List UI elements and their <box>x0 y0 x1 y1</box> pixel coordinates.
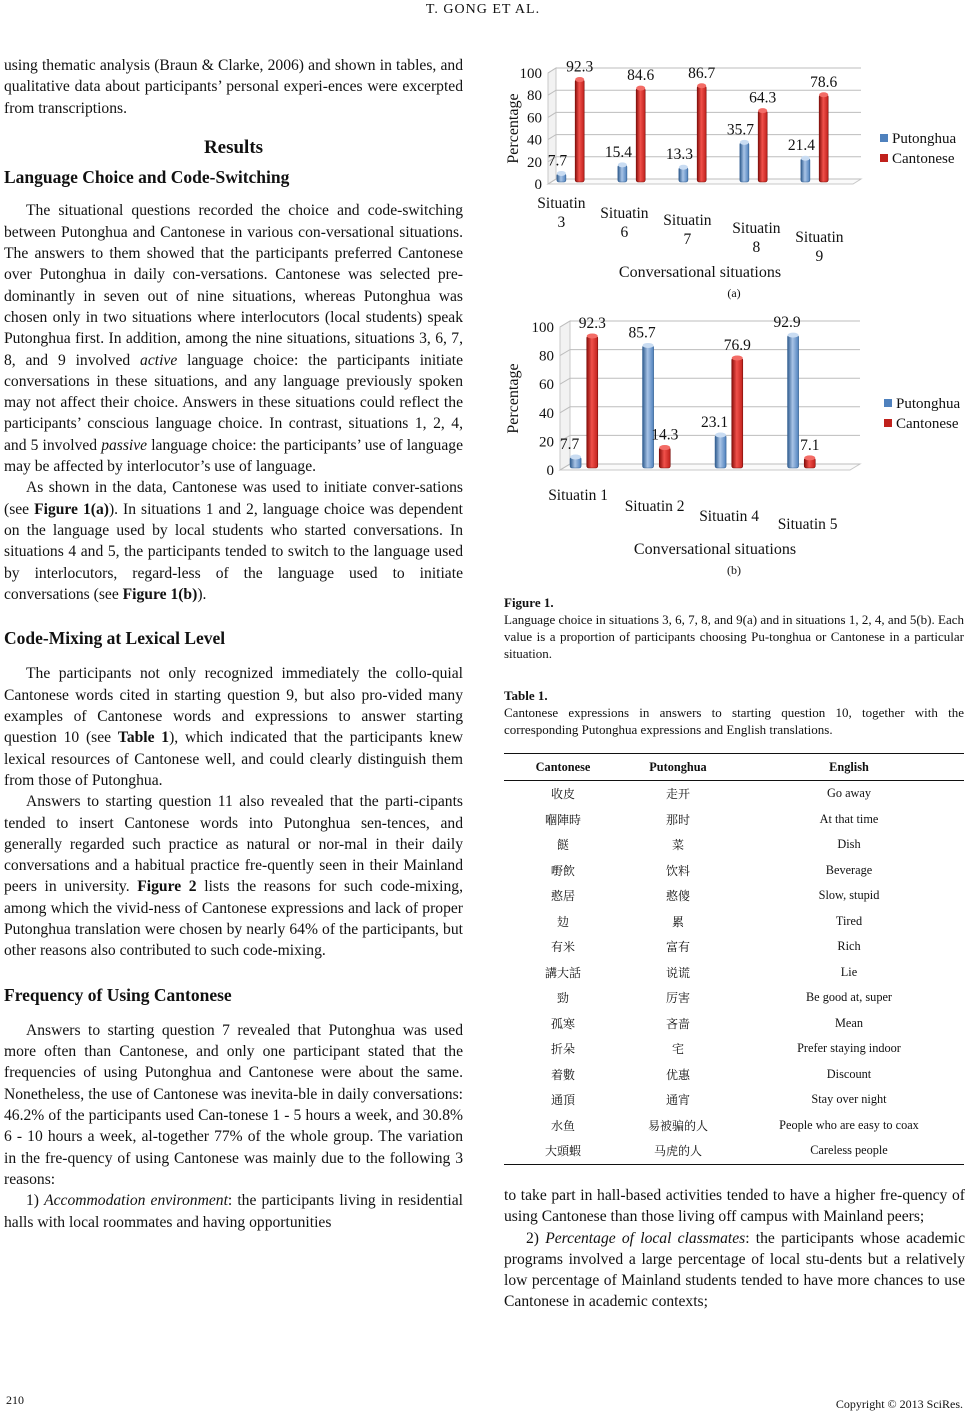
bar-cap <box>758 108 767 113</box>
table-row <box>504 1036 964 1062</box>
table-1-caption-title: Table 1. <box>504 688 548 703</box>
bar-cap <box>788 333 799 338</box>
copyright: Copyright © 2013 SciRes. <box>835 1397 963 1411</box>
cell-putonghua: 累 <box>671 914 684 929</box>
x-tick-label: Situatin <box>537 195 586 212</box>
cell-cantonese: 嘢飲 <box>550 863 575 878</box>
cell-cantonese: 攰 <box>556 914 569 929</box>
figure-1-caption-title: Figure 1. <box>504 595 554 610</box>
x-tick-label: 7 <box>683 231 692 248</box>
figure-1a-ref[interactable]: Figure 1(a) <box>34 500 109 518</box>
cell-putonghua: 饮料 <box>665 863 690 878</box>
cell-english: People who are easy to coax <box>779 1117 919 1132</box>
data-label: 64.3 <box>749 89 777 107</box>
legend-label-cantonese: Cantonese <box>892 151 955 167</box>
paragraph-local-classmates: 2) Percentage of local classmates: the participants whose academic programs involved a large percentage of local stu-dents but a relatively low percentage of Mainland students tended to have more chances to use Cantonese in academic contexts; <box>504 1229 966 1311</box>
cell-english: Discount <box>826 1066 872 1081</box>
section-heading-frequency: Frequency of Using Cantonese <box>4 984 232 1005</box>
data-label: 14.3 <box>651 426 679 444</box>
data-label: 84.6 <box>627 67 655 85</box>
bar-cap <box>804 455 815 460</box>
table-row <box>504 1011 964 1037</box>
cell-cantonese: 着數 <box>550 1067 575 1082</box>
table-row <box>504 832 964 858</box>
x-tick-label: 9 <box>815 248 824 265</box>
bar-cantonese <box>575 80 584 182</box>
x-tick-label: Situatin 5 <box>777 516 838 533</box>
data-label: 7.7 <box>559 435 580 453</box>
cell-english: Tired <box>835 913 863 928</box>
bar-cap <box>636 86 645 91</box>
table-row <box>504 985 964 1011</box>
x-tick-label: Situatin 2 <box>624 498 685 515</box>
cell-putonghua: 富有 <box>665 940 690 955</box>
cell-putonghua: 那时 <box>665 812 690 827</box>
table-row <box>504 781 964 807</box>
results-heading: Results <box>203 136 264 158</box>
cell-english: Prefer staying indoor <box>797 1041 901 1056</box>
table-row <box>504 1062 964 1088</box>
cell-cantonese: 收皮 <box>550 787 575 802</box>
x-tick-label: Situatin <box>732 220 781 237</box>
paragraph-hall-activities: to take part in hall-based activities tended to have a higher fre-quency of using Cantonese than those living off campus with Mainland peers; <box>504 1187 965 1226</box>
bar-cap <box>570 454 581 459</box>
legend-swatch-cantonese <box>884 419 892 427</box>
paragraph-question-11: Answers to starting question 11 also revealed that the parti-cipants tended to insert Cantonese words into Putonghua sen-tences, and generally regarded such practice as natural or nor-mal in their daily conversations and a habitual practice fre-quently seen in their Mainland peers in university. Figure 2 lists the reasons for such code-mixing, among which the vivid-ness of Cantonese expressions and lack of proper Putonghua translation were chosen by nearly 64% of the participants, but other reasons also contributed to such code-mixing. <box>4 793 463 960</box>
y-tick-label: 100 <box>531 320 554 336</box>
table-row <box>504 1113 964 1139</box>
cell-putonghua: 厉害 <box>665 991 690 1006</box>
table-row <box>504 909 964 935</box>
legend-label-putonghua: Putonghua <box>896 396 961 412</box>
bar-cap <box>659 445 670 450</box>
table-row <box>504 1138 964 1164</box>
cell-cantonese: 嗰陣時 <box>544 812 581 827</box>
cell-english: Mean <box>835 1015 863 1030</box>
data-label: 92.9 <box>773 314 801 332</box>
data-label: 23.1 <box>701 413 729 431</box>
legend-label-putonghua: Putonghua <box>892 131 957 147</box>
table-row <box>504 934 964 960</box>
cell-putonghua: 易被骗的人 <box>647 1118 708 1133</box>
bar-putonghua <box>801 158 810 182</box>
data-label: 92.3 <box>578 315 606 333</box>
y-tick-label: 0 <box>546 463 554 479</box>
bar-putonghua <box>643 345 654 468</box>
bar-putonghua <box>715 435 726 468</box>
data-label: 35.7 <box>726 121 754 139</box>
cell-english: Beverage <box>825 862 873 877</box>
data-label: 92.3 <box>566 58 594 76</box>
cell-putonghua: 通宵 <box>665 1093 690 1108</box>
running-head: T. GONG ET AL. <box>425 2 541 17</box>
cell-putonghua: 马虎的人 <box>653 1144 702 1159</box>
cell-english: Slow, stupid <box>818 888 880 903</box>
bar-putonghua <box>788 335 799 468</box>
bar-cap <box>819 92 828 97</box>
bar-cap <box>697 83 706 88</box>
legend-swatch-cantonese <box>880 154 888 162</box>
x-axis-label: Conversational situations <box>633 541 797 558</box>
x-tick-label: Situatin <box>600 205 649 222</box>
cell-english: Be good at, super <box>805 990 893 1005</box>
data-label: 78.6 <box>810 73 838 91</box>
y-axis-label: Percentage <box>505 363 522 434</box>
section-heading-language-choice: Language Choice and Code-Switching <box>4 167 290 188</box>
table-1-caption <box>504 687 964 738</box>
y-axis-label: Percentage <box>505 93 522 164</box>
table-header-english: English <box>829 759 869 774</box>
bar-cantonese <box>819 95 828 182</box>
figure-1a-label: (a) <box>727 286 741 300</box>
data-label: 76.9 <box>723 337 751 355</box>
cell-english: Rich <box>837 939 861 954</box>
x-tick-label: 8 <box>752 239 761 256</box>
paragraph-frequency: Answers to starting question 7 revealed that Putonghua was used more often than Cantonese, and only one participant stated that the frequencies of using Putonghua and Cantonese were about the same. Nonetheless, the use of Cantonese was inevita-ble in daily conversations: 46.2% of the participants used Can-tonese 1 - 5 hours a week, and 30.8% 6 - 10 hours a week, al-together 77% of the whole group. The variation in the fre-quency of using Cantonese was mainly due to the following 3 reasons: <box>4 1021 463 1188</box>
section-heading-code-mixing: Code-Mixing at Lexical Level <box>4 628 226 649</box>
x-tick-label: Situatin <box>663 212 712 229</box>
legend-label-cantonese: Cantonese <box>896 416 959 432</box>
table-row <box>504 807 964 833</box>
cell-putonghua: 优惠 <box>665 1067 690 1082</box>
legend-swatch-putonghua <box>880 134 888 142</box>
cell-cantonese: 折朵 <box>550 1042 575 1057</box>
paragraph-code-mixing: The participants not only recognized immediately the collo-quial Cantonese words cited in starting question 9, but also pro-vided many examples of Cantonese words and expressions to answer starting question 10 (see Table 1), which indicated that the participants knew lexical resources of Cantonese well, and could clearly distinguish them from those of Putonghua. <box>4 665 464 789</box>
bar-cantonese <box>732 358 743 468</box>
cell-cantonese: 水鱼 <box>550 1118 575 1133</box>
table-1-caption-text: Cantonese expressions in answers to starting question 10, together with the corresponding Putonghua expressions and English translations. <box>504 705 964 737</box>
y-tick-label: 20 <box>527 154 542 171</box>
cell-putonghua: 憨傻 <box>665 889 690 904</box>
paragraph-as-shown: As shown in the data, Cantonese was used to initiate conver-sations (see Figure 1(a)). In situations 1 and 2, language choice was dependent on the language used by local students who started conversations. In situations 4 and 5, the participants tended to switch to the language used by interlocutors, regard-less of the language used to initiate conversations (see Figure 1(b)). <box>4 479 463 603</box>
table-1-ref[interactable]: Table 1 <box>117 729 170 747</box>
x-tick-label: Situatin <box>795 229 844 246</box>
bar-putonghua <box>618 165 627 182</box>
bar-cap <box>740 140 749 145</box>
data-label: 85.7 <box>628 324 656 342</box>
data-label: 7.1 <box>800 436 820 454</box>
cell-cantonese: 勁 <box>556 991 569 1006</box>
table-row <box>504 883 964 909</box>
data-label: 86.7 <box>688 64 716 82</box>
left-column <box>4 55 463 1233</box>
cell-english: Lie <box>840 964 858 979</box>
bar-cap <box>643 343 654 348</box>
gridline <box>560 378 860 384</box>
cell-cantonese: 憨居 <box>550 889 575 904</box>
y-tick-label: 40 <box>527 132 542 149</box>
cell-cantonese: 通頂 <box>550 1093 575 1108</box>
table-row <box>504 858 964 884</box>
table-1 <box>504 753 964 1165</box>
data-label: 13.3 <box>665 146 693 164</box>
data-label: 21.4 <box>787 137 815 155</box>
figure-1a-chart <box>500 45 966 290</box>
cell-english: Careless people <box>810 1143 888 1158</box>
cell-english: At that time <box>819 811 879 826</box>
cell-english: Stay over night <box>811 1092 887 1107</box>
cell-putonghua: 吝啬 <box>665 1016 690 1031</box>
bar-cap <box>587 334 598 339</box>
bar-cap <box>618 162 627 167</box>
x-tick-label: 6 <box>620 224 629 241</box>
figure-1-caption <box>504 594 964 662</box>
y-tick-label: 0 <box>534 177 542 193</box>
data-label: 15.4 <box>604 143 632 161</box>
figure-1b-ref[interactable]: Figure 1(b) <box>122 585 198 603</box>
table-body <box>504 781 964 1165</box>
bar-cantonese <box>697 86 706 182</box>
bar-cantonese <box>758 111 767 182</box>
cell-putonghua: 菜 <box>671 838 684 853</box>
y-tick-label: 80 <box>527 88 542 105</box>
x-tick-label: Situatin 4 <box>699 508 760 525</box>
cell-cantonese: 有米 <box>550 940 575 955</box>
bar-cantonese <box>636 88 645 182</box>
page-number: 210 <box>6 1393 24 1407</box>
cell-putonghua: 走开 <box>665 787 690 802</box>
cell-putonghua: 宅 <box>671 1042 684 1057</box>
data-label: 7.7 <box>547 152 568 170</box>
cell-english: Dish <box>837 837 861 852</box>
figure-1-caption-text: Language choice in situations 3, 6, 7, 8, and 9(a) and in situations 1, 2, 4, and 5(b). Each value is a proportion of participants choosing Pu-tonghua or Cantonese in a particular situation. <box>504 612 964 661</box>
cell-cantonese: 講大話 <box>544 965 581 980</box>
cell-cantonese: 大頭蝦 <box>544 1144 581 1159</box>
cell-english: Go away <box>826 786 872 801</box>
bar-cap <box>715 432 726 437</box>
cell-cantonese: 孤寒 <box>550 1016 575 1031</box>
table-row <box>504 1087 964 1113</box>
bar-cap <box>679 165 688 170</box>
x-axis-label: Conversational situations <box>618 264 782 281</box>
y-tick-label: 60 <box>527 110 542 127</box>
paragraph-intro: using thematic analysis (Braun & Clarke, 2006) and shown in tables, and qualitative data about participants’ personal experi-ences were excerpted from transcriptions. <box>4 57 463 117</box>
table-header-cantonese: Cantonese <box>535 759 591 774</box>
paragraph-accommodation: 1) Accommodation environment: the participants living in residential halls with local roommates and having opportunities <box>4 1192 463 1231</box>
bar-cantonese <box>587 336 598 468</box>
bar-cap <box>732 356 743 361</box>
bar-cap <box>575 77 584 82</box>
y-tick-label: 60 <box>539 377 554 394</box>
y-tick-label: 40 <box>539 405 554 422</box>
legend-swatch-putonghua <box>884 399 892 407</box>
gridline <box>560 407 860 413</box>
table-header-putonghua: Putonghua <box>649 759 707 774</box>
bar-cap <box>557 171 566 176</box>
x-tick-label: 3 <box>557 214 566 231</box>
gridline <box>560 350 860 356</box>
table-row <box>504 960 964 986</box>
y-tick-label: 100 <box>519 66 542 82</box>
bar-cantonese <box>659 448 670 468</box>
y-tick-label: 80 <box>539 348 554 365</box>
cell-cantonese: 餸 <box>556 838 569 853</box>
y-tick-label: 20 <box>539 434 554 451</box>
figure-1b-chart <box>500 307 966 563</box>
figure-2-ref[interactable]: Figure 2 <box>137 878 197 896</box>
cell-putonghua: 说谎 <box>665 965 690 980</box>
bar-putonghua <box>740 142 749 182</box>
x-tick-label: Situatin 1 <box>548 487 609 504</box>
figure-1b-label: (b) <box>727 563 741 577</box>
bar-cap <box>801 156 810 161</box>
paragraph-situational: The situational questions recorded the choice and code-switching between Putonghua and Cantonese in various con-versational situations. The answers to them showed that the participants preferred Cantonese over Putonghua in daily con-versations. Cantonese was selected pre-dominantly in seven out of nine situations, whereas Putonghua was chosen only in two situations where interlocutors (local students) speak Putonghua first. In addition, among the nine situations, situations 3, 6, 7, 8, and 9 involved active language choice: the participants initiate conversations in these situations, and any language previously spoken may not affect their choice. Answers in these situations could reflect the participants’ conscious language choice. In contrast, situations 1, 2, 4, and 5 involved passive language choice: the participants’ use of language may be affected by interlocutor’s use of language. <box>4 202 464 476</box>
right-column <box>504 1185 965 1313</box>
